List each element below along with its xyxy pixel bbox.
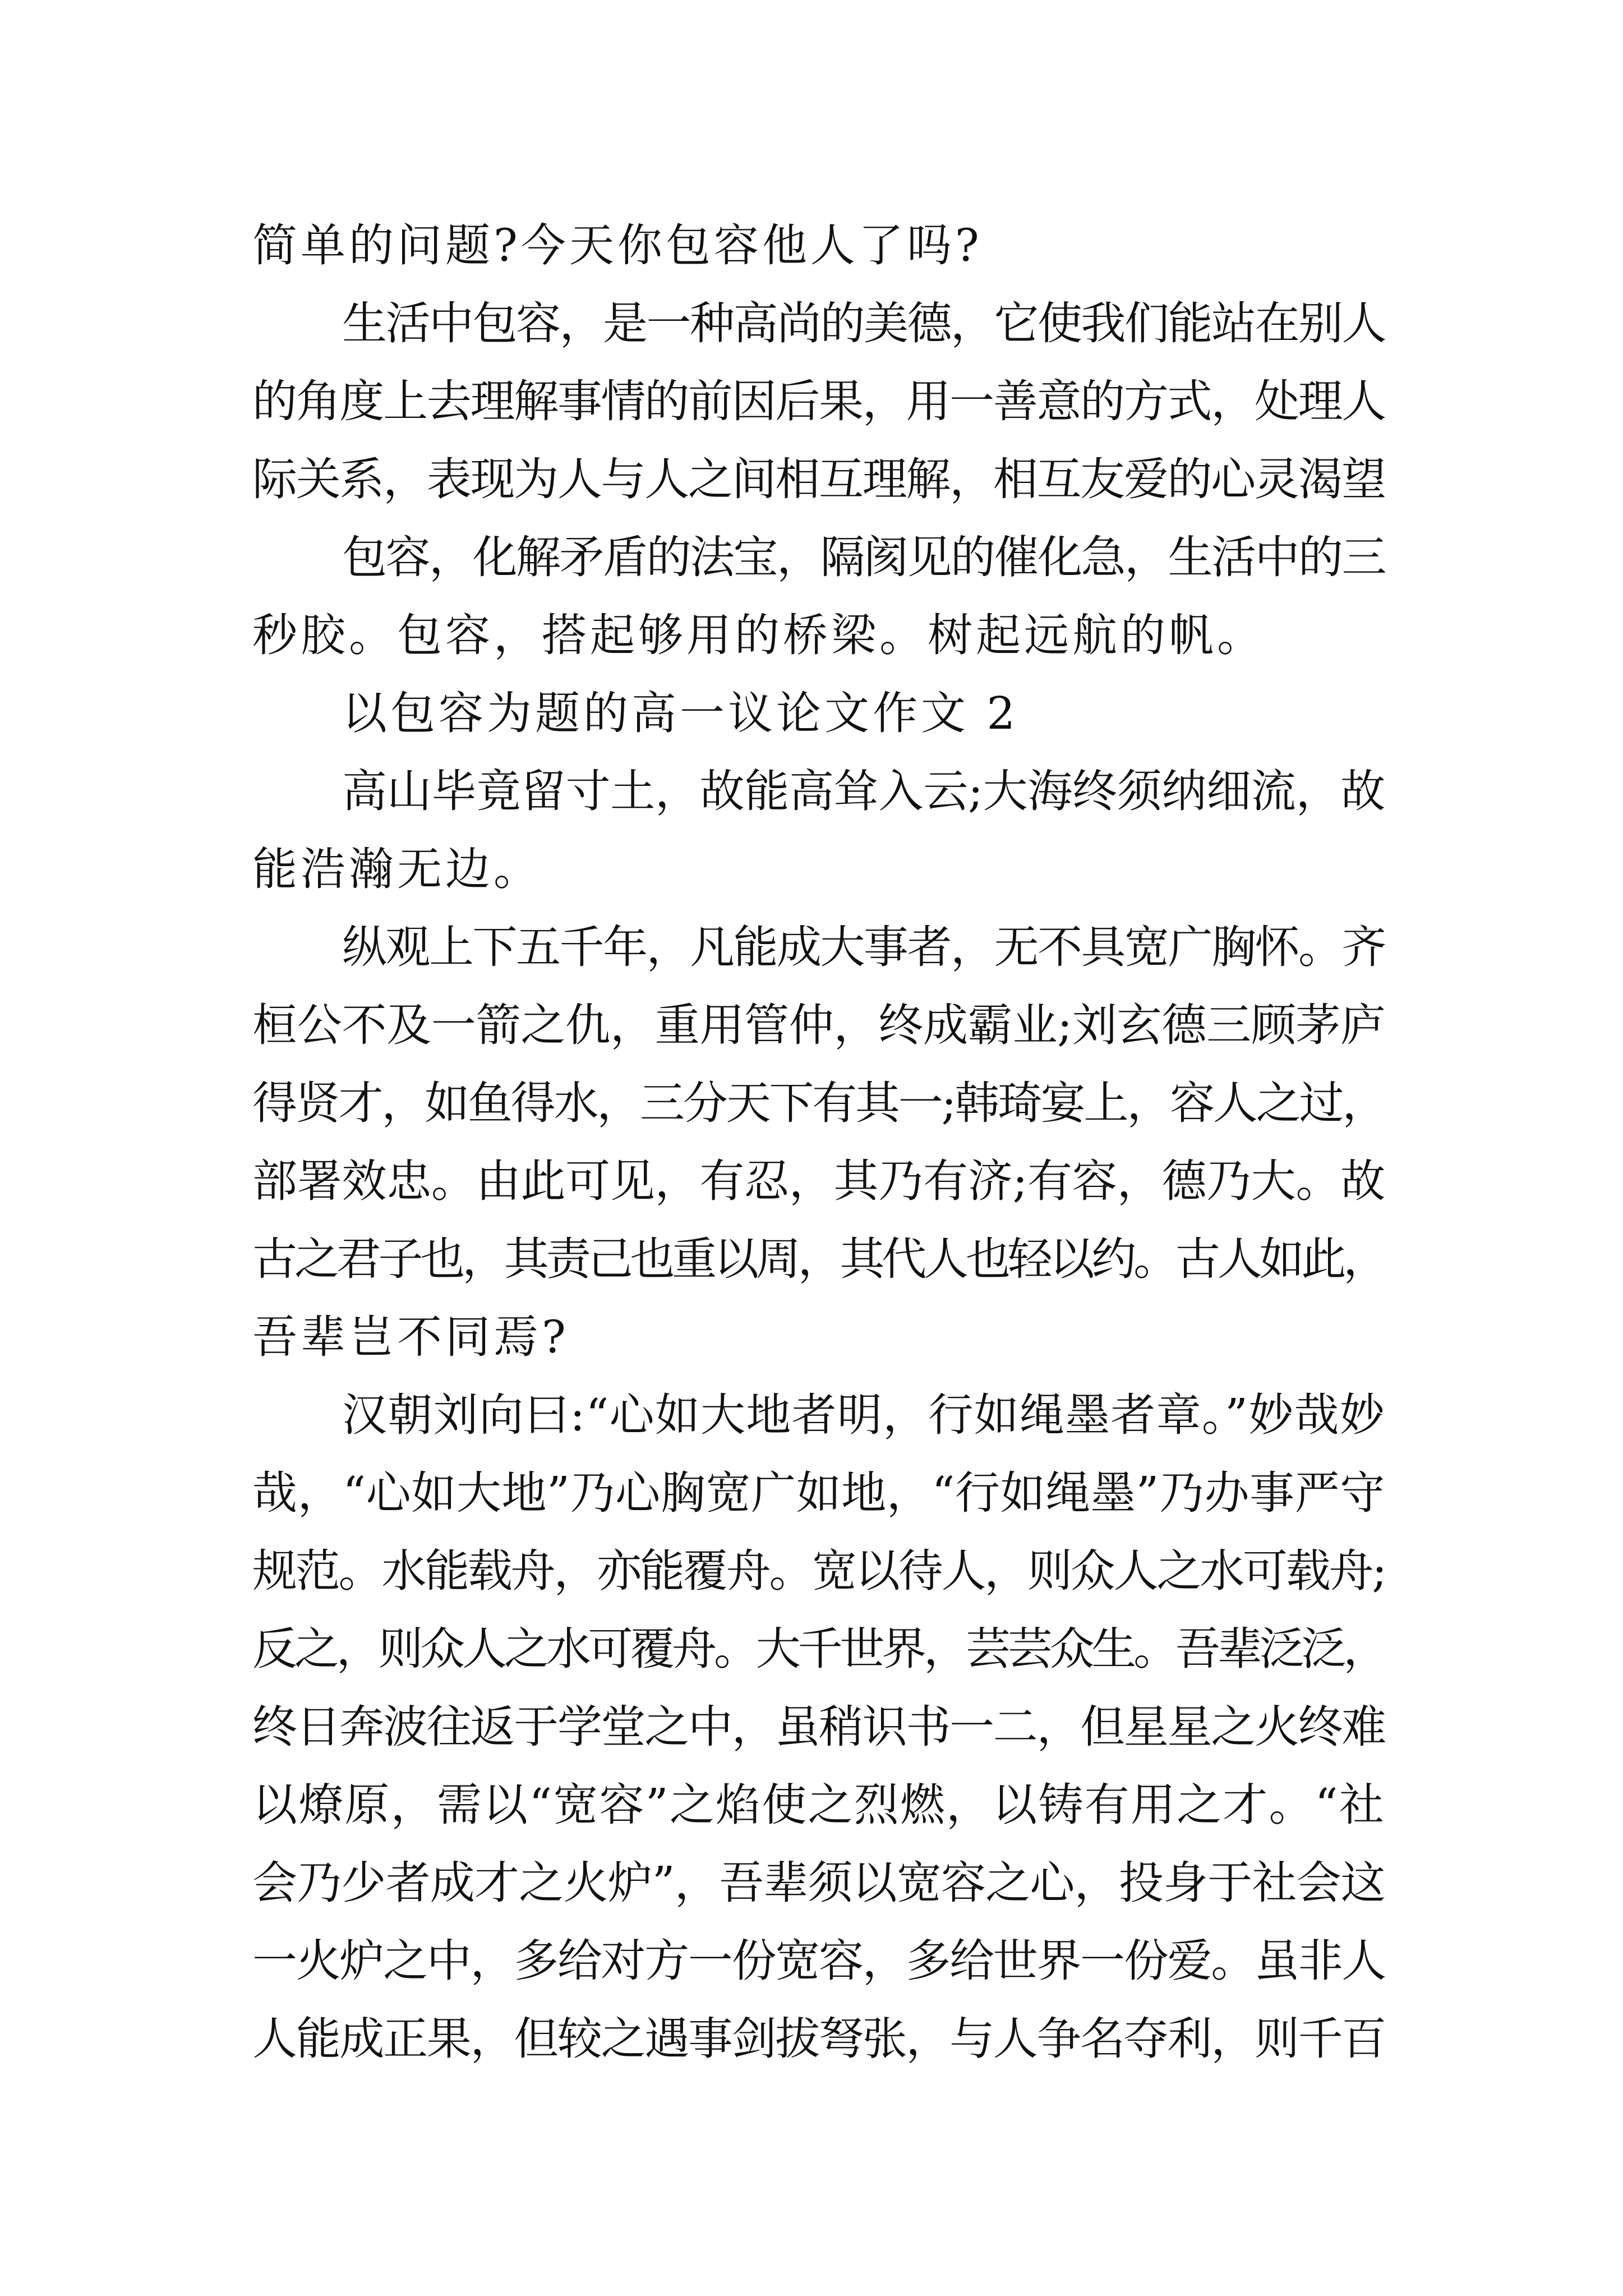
text-line: 哉，“心如大地”乃心胸宽广如地，“行如绳墨”乃办事严守 [252,1467,1385,1519]
text-line: 反之，则众人之水可覆舟。大千世界，芸芸众生。吾辈泛泛， [252,1623,1385,1675]
text-line: 高山毕竟留寸土，故能高耸入云;大海终须纳细流，故 [342,765,1385,817]
text-line: 以包容为题的高一议论文作文 2 [342,687,1019,739]
text-line: 规范。水能载舟，亦能覆舟。宽以待人，则众人之水可载舟; [252,1545,1385,1597]
text-line: 桓公不及一箭之仇，重用管仲，终成霸业;刘玄德三顾茅庐 [252,999,1385,1051]
text-line: 人能成正果，但较之遇事剑拔弩张，与人争名夺利，则千百 [252,2013,1385,2065]
text-line: 会乃少者成才之火炉”，吾辈须以宽容之心，投身于社会这 [252,1857,1385,1909]
text-line: 得贤才，如鱼得水，三分天下有其一;韩琦宴上，容人之过， [252,1077,1385,1129]
text-line: 古之君子也，其责己也重以周，其代人也轻以约。古人如此， [252,1233,1385,1285]
text-line: 部署效忠。由此可见，有忍，其乃有济;有容，德乃大。故 [252,1155,1385,1207]
text-line: 简单的问题?今天你包容他人了吗? [252,219,983,272]
text-line: 际关系，表现为人与人之间相互理解，相互友爱的心灵渴望 [252,453,1385,505]
text-line: 一火炉之中，多给对方一份宽容，多给世界一份爱。虽非人 [252,1935,1385,1987]
text-line: 能浩瀚无边。 [252,843,542,895]
document-body [252,206,1385,2078]
text-line: 吾辈岂不同焉? [252,1311,569,1363]
text-line: 秒胶。包容，搭起够用的桥梁。树起远航的帆。 [252,609,1265,661]
text-line: 纵观上下五千年，凡能成大事者，无不具宽广胸怀。齐 [342,921,1385,973]
text-line: 以燎原，需以“宽容”之焰使之烈燃，以铸有用之才。“社 [252,1779,1385,1831]
text-line: 的角度上去理解事情的前因后果，用一善意的方式，处理人 [252,375,1385,427]
text-line: 包容，化解矛盾的法宝，隔阂见的催化急，生活中的三 [342,531,1385,583]
text-line: 终日奔波往返于学堂之中，虽稍识书一二，但星星之火终难 [252,1701,1385,1753]
text-line: 汉朝刘向曰:“心如大地者明，行如绳墨者章。”妙哉妙 [342,1389,1385,1441]
text-line: 生活中包容，是一种高尚的美德，它使我们能站在别人 [342,297,1385,349]
